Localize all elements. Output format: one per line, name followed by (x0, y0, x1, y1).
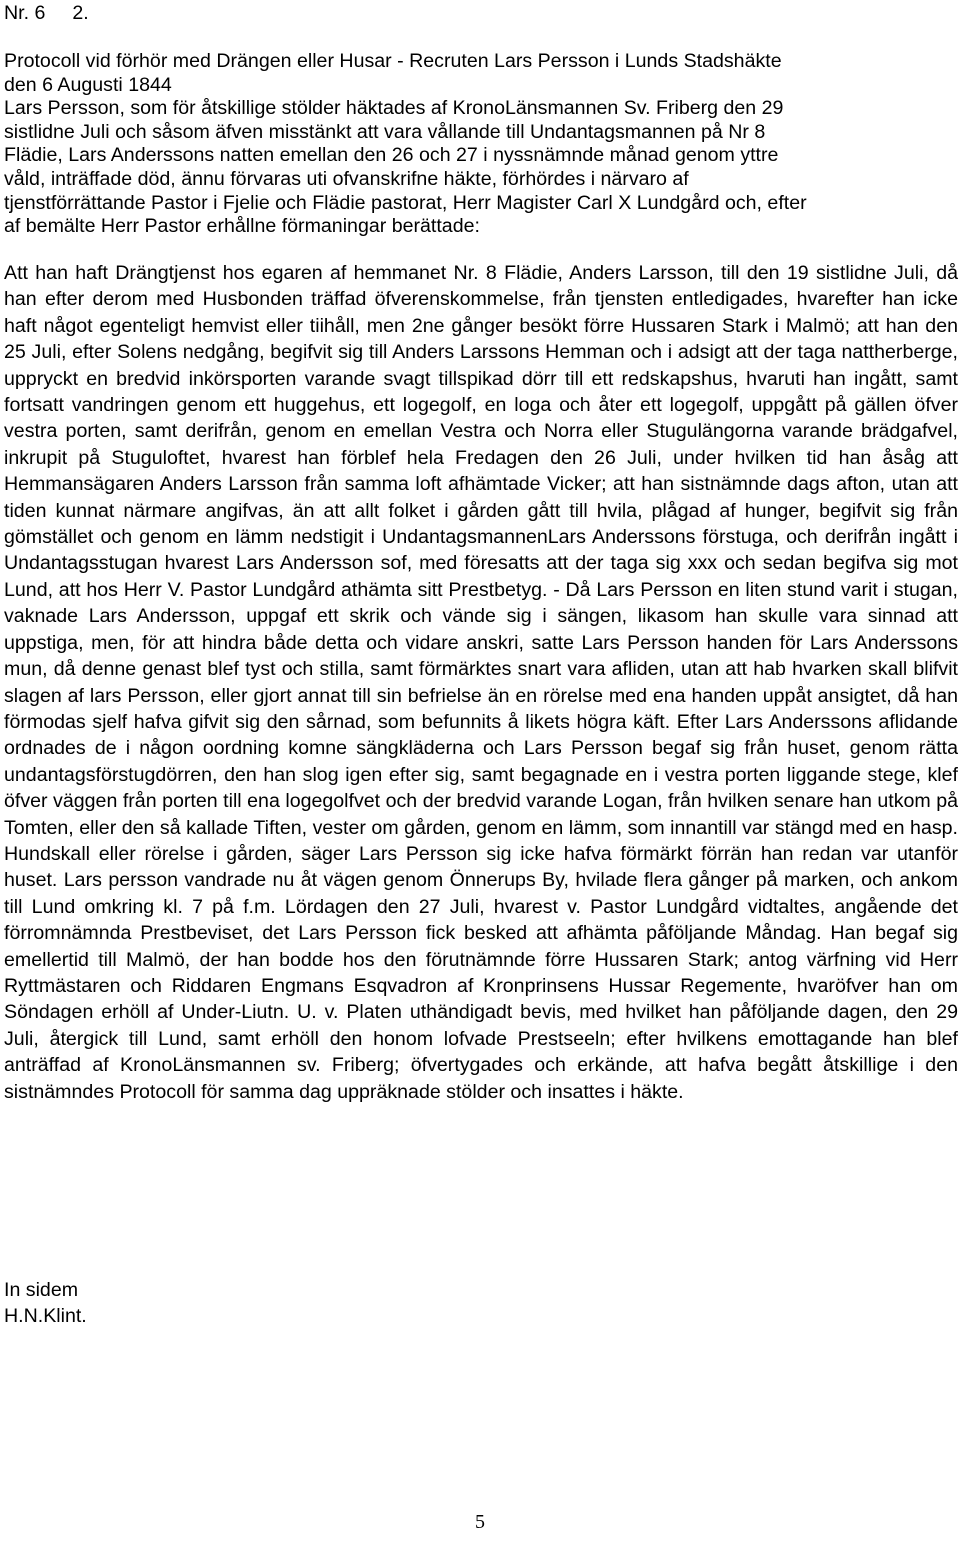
closing-block (4, 1277, 87, 1330)
signature: H.N.Klint. (4, 1305, 87, 1328)
document-header (4, 3, 89, 23)
intro-line: Lars Persson, som för åtskillige stölder häktades af KronoLänsmannen Sv. Friberg den 29 (4, 97, 784, 120)
testimony-paragraph: Att han haft Drängtjenst hos egaren af hemmanet Nr. 8 Flädie, Anders Larsson, till den 19 sistlidne Juli, då han efter derom med Husbonden träffad öfverenskommelse, från tjensten entledigades, hvarefter han icke haft något egenteligt hemvist eller tiihåll, men 2ne gånger besökt förre Hussaren Stark i Malmö; att han den 25 Juli, efter Solens nedgång, begifvit sig till Anders Larssons Hemman och i adsigt att der taga nattherberge, uppryckt en bredvid inkörsporten varande svagt tillspikad dörr till ett redskapshus, hvaruti han ingått, samt fortsatt vandringen genom ett huggehus, ett logegolf, en loga och åter ett logegolf, uppgått på gällen öfver vestra porten, samt derifrån, genom en emellan Vestra och Norra eller Stugulängorna varande brädgafvel, inkrupit på Stuguloftet, hvarest han förblef hela Fredagen den 26 Juli, under hvilken tid han åsåg att Hemmansägaren Anders Larsson från samma loft afhämtade Vicker; att han sistnämnde dags afton, utan att tiden kunnat närmare angifvas, än att allt folket i gården gått till hvila, plågad af hunger, begifvit sig från gömstället och genom en lämm nedstigit i UndantagsmannenLars Anderssons förstuga, och derifrån ingått i Undantagsstugan hvarest Lars Andersson sof, med föresatts att der taga sig xxx och sedan begifva sig mot Lund, att hos Herr V. Pastor Lundgård athämta sitt Prestbetyg. - Då Lars Persson en liten stund varit i stugan, vaknade Lars Andersson, uppgaf ett skrik och vände sig i sängen, likasom han skulle vara sinnad att uppstiga, men, för att hindra både detta och vidare anskri, satte Lars Persson handen för Lars Anderssons mun, då denne genast blef tyst och stilla, samt förmärktes snart vara afliden, utan att hab hvarken skall blifvit slagen af lars Persson, eller gjort annat till sin befrielse än en rörelse med ena handen uppåt ansigtet, då han förmodas sjelf hafva gifvit sig den sårnad, som befunnits å likets högra käft. Efter Lars Anderssons aflidande ordnades de i någon oordning komne sängkläderna och Lars Persson begaf sig från huset, genom rätta undantagsförstugdörren, den han slog igen efter sig, samt begagnade en i vestra porten liggande stege, klef öfver väggen från porten till ena logegolfvet och der bredvid varande Logan, från hvilken senare han utkom på Tomten, eller den så kallade Tiften, vester om gården, genom en lämm, som innantill var stängd med en hasp. Hundskall eller rörelse i gården, säger Lars Persson sig icke hafva förmärkt förrän han redan var utanför huset. Lars persson vandrade nu åt vägen genom Önnerups By, hvilade flera gånger på marken, och ankom till Lund omkring kl. 7 på f.m. Lördagen den 27 Juli, hvarest v. Pastor Lundgård vidtaltes, angående det förromnämnda Prestbeviset, det Lars Persson fick besked att afhämta påföljande Måndag. Han begaf sig emellertid till Malmö, der han bodde hos den förutnämnde förre Hussaren Stark; antog värfning vid Herr Ryttmästaren och Riddaren Engmans Esqvadron af Kronprinsens Hussar Regemente, hvaröfver han om Söndagen erhöll af Under-Liutn. U. v. Platen uthändigadt bevis, med hvilket han påföljande dagen, den 29 Juli, återgick till Lund, samt erhöll den honom lofvade Prestseeln; efter hvilkens emottagande han blef anträffad af KronoLänsmannen sv. Friberg; öfvertygades och erkände, att hafva begått åtskillige i den sistnämndes Protocoll för samma dag uppräknade stölder och insattes i häkte. (4, 262, 958, 1103)
document-number: Nr. 6 (4, 2, 46, 24)
intro-line: af bemälte Herr Pastor erhållne förmaningar berättade: (4, 215, 480, 238)
page-number: 5 (475, 1511, 485, 1533)
closing-formula: In sidem (4, 1279, 79, 1301)
intro-line: Protocoll vid förhör med Drängen eller Husar - Recruten Lars Persson i Lunds Stadshäkte (4, 50, 782, 72)
intro-line: den 6 Augusti 1844 (4, 73, 172, 96)
document-subnumber: 2. (72, 2, 89, 24)
intro-line: tjenstförrättande Pastor i Fjelie och Flädie pastorat, Herr Magister Carl X Lundgård och, efter (4, 191, 807, 214)
intro-line: sistlidne Juli och såsom äfven misstänkt att vara vållande till Undantagsmannen på Nr 8 (4, 120, 766, 143)
protocol-intro (4, 50, 956, 239)
intro-line: våld, inträffade död, ännu förvaras uti ofvanskrifne häkte, förhördes i närvaro af (4, 167, 689, 190)
intro-line: Flädie, Lars Anderssons natten emellan den 26 och 27 i nyssnämnde månad genom yttre (4, 144, 779, 167)
